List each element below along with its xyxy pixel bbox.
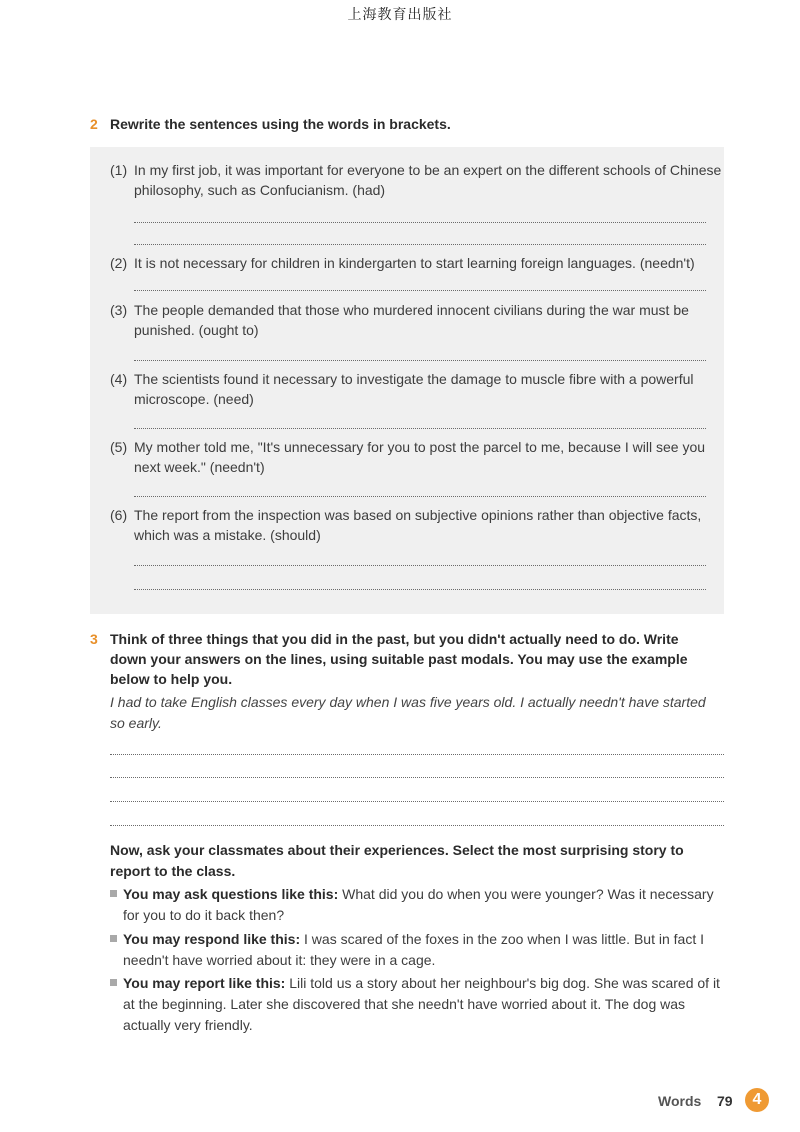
exercise-3-heading [90, 629, 720, 689]
answer-line[interactable] [110, 754, 724, 755]
answer-line[interactable] [134, 244, 706, 245]
bullet-square-icon [110, 935, 117, 942]
answer-line[interactable] [110, 801, 724, 802]
answer-line[interactable] [110, 777, 724, 778]
publisher-header: 上海教育出版社 [347, 7, 453, 23]
exercise-number: 2 [90, 116, 98, 132]
bullet-text: I was scared of the foxes in the zoo when I was little. But in fact I needn't have worried about it: they were in a cage. [123, 931, 704, 968]
answer-line[interactable] [134, 290, 706, 291]
item-text: The report from the inspection was based on subjective opinions rather than objective facts, which was a mistake. (should) [134, 507, 702, 543]
exercise-2-heading [90, 114, 720, 134]
item-text: It is not necessary for children in kindergarten to start learning foreign languages. (needn't) [134, 255, 695, 271]
answer-line[interactable] [134, 565, 706, 566]
item-number: (2) [110, 255, 128, 271]
item-text: In my first job, it was important for everyone to be an expert on the different schools of Chinese philosophy, such as Confucianism. (had) [134, 162, 722, 198]
item-number: (1) [110, 162, 128, 178]
item-number: (5) [110, 439, 128, 455]
answer-line[interactable] [134, 496, 706, 497]
bullet-text: What did you do when you were younger? Was it necessary for you to do it back then? [123, 886, 714, 923]
example-sentence: I had to take English classes every day when I was five years old. I actually needn't have started so early. [110, 694, 706, 731]
bullet-text: Lili told us a story about her neighbour's big dog. She was scared of it at the beginning. Later she discovered that she needn't have worried about it. The dog was actually very friendly. [123, 975, 720, 1033]
bullet-square-icon [110, 979, 117, 986]
bullet-label: You may respond like this: [123, 931, 301, 947]
item-text: My mother told me, "It's unnecessary for you to post the parcel to me, because I will see you next week." (needn't) [134, 439, 706, 475]
item-text: The scientists found it necessary to investigate the damage to muscle fibre with a powerful microscope. (need) [134, 371, 694, 407]
exercise-instruction: Rewrite the sentences using the words in brackets. [110, 116, 451, 132]
bullet-label: You may report like this: [123, 975, 286, 991]
answer-line[interactable] [134, 589, 706, 590]
answer-line[interactable] [110, 825, 724, 826]
exercise-instruction: Think of three things that you did in the past, but you didn't actually need to do. Write down your answers on the lines, using suitable past modals. You may use the example below to help you. [110, 631, 688, 687]
answer-line[interactable] [134, 428, 706, 429]
answer-line[interactable] [134, 222, 706, 223]
unit-number-badge: 4 [745, 1088, 769, 1112]
item-text: The people demanded that those who murdered innocent civilians during the war must be punished. (ought to) [134, 302, 689, 338]
footer-unit-label: Words [658, 1093, 702, 1109]
item-number: (4) [110, 371, 128, 387]
page-number: 79 [717, 1093, 733, 1109]
discussion-instruction: Now, ask your classmates about their experiences. Select the most surprising story to report to the class. [110, 842, 684, 879]
answer-line[interactable] [134, 360, 706, 361]
bullet-square-icon [110, 890, 117, 897]
exercise-number: 3 [90, 631, 98, 647]
item-number: (3) [110, 302, 128, 318]
bullet-label: You may ask questions like this: [123, 886, 339, 902]
item-number: (6) [110, 507, 128, 523]
